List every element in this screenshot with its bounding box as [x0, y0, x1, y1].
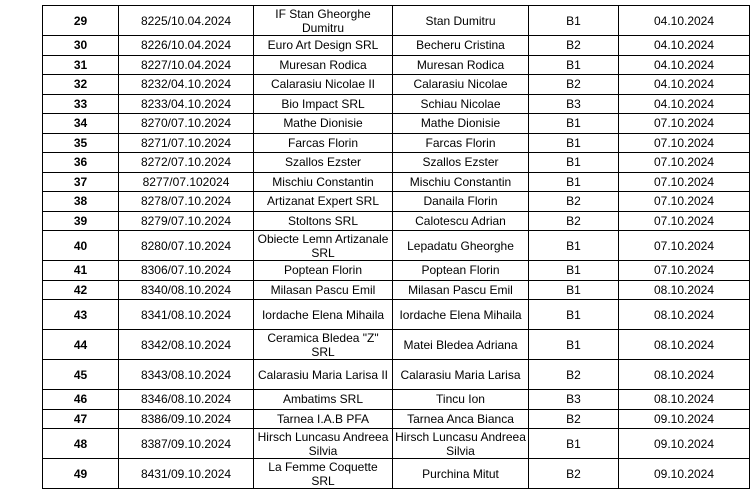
registration-number-cell: 8279/07.10.2024 [119, 211, 254, 231]
date-cell: 08.10.2024 [619, 280, 750, 300]
applicant-name-cell: Ambatims SRL [254, 390, 393, 410]
representative-cell: Becheru Cristina [393, 36, 529, 56]
table-row [43, 261, 750, 281]
row-number-cell: 34 [43, 114, 119, 134]
registration-number-cell: 8233/04.10.2024 [119, 94, 254, 114]
category-cell: B1 [529, 261, 619, 281]
row-number-cell: 36 [43, 153, 119, 173]
table-row [43, 280, 750, 300]
representative-cell: Muresan Rodica [393, 55, 529, 75]
table-row [43, 459, 750, 489]
representative-cell: Stan Dumitru [393, 6, 529, 36]
row-number-cell: 37 [43, 172, 119, 192]
table-row [43, 211, 750, 231]
table-row [43, 300, 750, 330]
applicant-name-cell: Iordache Elena Mihaila [254, 300, 393, 330]
category-cell: B1 [529, 429, 619, 459]
representative-cell: Matei Bledea Adriana [393, 330, 529, 360]
applicant-name-cell: Tarnea I.A.B PFA [254, 409, 393, 429]
category-cell: B3 [529, 390, 619, 410]
registration-number-cell: 8225/10.04.2024 [119, 6, 254, 36]
date-cell: 08.10.2024 [619, 300, 750, 330]
representative-cell: Milasan Pascu Emil [393, 280, 529, 300]
category-cell: B1 [529, 172, 619, 192]
table-row [43, 94, 750, 114]
date-cell: 04.10.2024 [619, 55, 750, 75]
representative-cell: Calarasiu Maria Larisa [393, 360, 529, 390]
registration-number-cell: 8278/07.10.2024 [119, 192, 254, 212]
applicant-name-cell: Poptean Florin [254, 261, 393, 281]
applicant-name-cell: Hirsch Luncasu Andreea Silvia [254, 429, 393, 459]
row-number-cell: 30 [43, 36, 119, 56]
applicant-name-cell: Ceramica Bledea "Z" SRL [254, 330, 393, 360]
row-number-cell: 33 [43, 94, 119, 114]
applicant-name-cell: Artizanat Expert SRL [254, 192, 393, 212]
category-cell: B1 [529, 133, 619, 153]
table-row [43, 429, 750, 459]
table-row [43, 409, 750, 429]
applicant-name-cell: Mathe Dionisie [254, 114, 393, 134]
date-cell: 07.10.2024 [619, 192, 750, 212]
registration-number-cell: 8306/07.10.2024 [119, 261, 254, 281]
date-cell: 09.10.2024 [619, 459, 750, 489]
registration-number-cell: 8271/07.10.2024 [119, 133, 254, 153]
date-cell: 08.10.2024 [619, 330, 750, 360]
applicant-name-cell: Muresan Rodica [254, 55, 393, 75]
date-cell: 07.10.2024 [619, 133, 750, 153]
category-cell: B1 [529, 231, 619, 261]
row-number-cell: 40 [43, 231, 119, 261]
table-row [43, 75, 750, 95]
date-cell: 07.10.2024 [619, 114, 750, 134]
table-row [43, 6, 750, 36]
row-number-cell: 46 [43, 390, 119, 410]
date-cell: 04.10.2024 [619, 75, 750, 95]
registration-number-cell: 8346/08.10.2024 [119, 390, 254, 410]
representative-cell: Danaila Florin [393, 192, 529, 212]
row-number-cell: 48 [43, 429, 119, 459]
table-row [43, 330, 750, 360]
table-row [43, 153, 750, 173]
row-number-cell: 45 [43, 360, 119, 390]
table-row [43, 360, 750, 390]
registration-number-cell: 8227/10.04.2024 [119, 55, 254, 75]
row-number-cell: 39 [43, 211, 119, 231]
registration-number-cell: 8277/07.102024 [119, 172, 254, 192]
date-cell: 04.10.2024 [619, 36, 750, 56]
table-row [43, 36, 750, 56]
table-row [43, 231, 750, 261]
category-cell: B2 [529, 459, 619, 489]
applicant-name-cell: Bio Impact SRL [254, 94, 393, 114]
category-cell: B2 [529, 360, 619, 390]
registration-number-cell: 8270/07.10.2024 [119, 114, 254, 134]
applicant-name-cell: Euro Art Design SRL [254, 36, 393, 56]
registration-number-cell: 8280/07.10.2024 [119, 231, 254, 261]
applicant-name-cell: Calarasiu Maria Larisa II [254, 360, 393, 390]
date-cell: 08.10.2024 [619, 360, 750, 390]
representative-cell: Farcas Florin [393, 133, 529, 153]
registry-table [42, 5, 750, 489]
representative-cell: Tincu Ion [393, 390, 529, 410]
registration-number-cell: 8343/08.10.2024 [119, 360, 254, 390]
date-cell: 07.10.2024 [619, 231, 750, 261]
row-number-cell: 35 [43, 133, 119, 153]
applicant-name-cell: Farcas Florin [254, 133, 393, 153]
date-cell: 07.10.2024 [619, 153, 750, 173]
representative-cell: Calarasiu Nicolae [393, 75, 529, 95]
representative-cell: Iordache Elena Mihaila [393, 300, 529, 330]
registration-number-cell: 8342/08.10.2024 [119, 330, 254, 360]
registration-number-cell: 8226/10.04.2024 [119, 36, 254, 56]
row-number-cell: 49 [43, 459, 119, 489]
applicant-name-cell: IF Stan Gheorghe Dumitru [254, 6, 393, 36]
row-number-cell: 32 [43, 75, 119, 95]
representative-cell: Mischiu Constantin [393, 172, 529, 192]
applicant-name-cell: Calarasiu Nicolae II [254, 75, 393, 95]
table-row [43, 55, 750, 75]
date-cell: 07.10.2024 [619, 172, 750, 192]
document-page [42, 5, 749, 489]
category-cell: B2 [529, 192, 619, 212]
category-cell: B1 [529, 55, 619, 75]
table-row [43, 133, 750, 153]
registration-number-cell: 8341/08.10.2024 [119, 300, 254, 330]
date-cell: 07.10.2024 [619, 211, 750, 231]
row-number-cell: 29 [43, 6, 119, 36]
row-number-cell: 38 [43, 192, 119, 212]
representative-cell: Mathe Dionisie [393, 114, 529, 134]
date-cell: 07.10.2024 [619, 261, 750, 281]
category-cell: B2 [529, 409, 619, 429]
row-number-cell: 47 [43, 409, 119, 429]
registration-number-cell: 8272/07.10.2024 [119, 153, 254, 173]
category-cell: B1 [529, 330, 619, 360]
representative-cell: Calotescu Adrian [393, 211, 529, 231]
category-cell: B2 [529, 211, 619, 231]
registration-number-cell: 8431/09.10.2024 [119, 459, 254, 489]
applicant-name-cell: Obiecte Lemn Artizanale SRL [254, 231, 393, 261]
representative-cell: Schiau Nicolae [393, 94, 529, 114]
registration-number-cell: 8386/09.10.2024 [119, 409, 254, 429]
date-cell: 08.10.2024 [619, 390, 750, 410]
date-cell: 04.10.2024 [619, 6, 750, 36]
table-row [43, 390, 750, 410]
table-body [43, 6, 750, 489]
applicant-name-cell: Szallos Ezster [254, 153, 393, 173]
representative-cell: Szallos Ezster [393, 153, 529, 173]
representative-cell: Purchina Mitut [393, 459, 529, 489]
date-cell: 09.10.2024 [619, 409, 750, 429]
category-cell: B3 [529, 94, 619, 114]
applicant-name-cell: Milasan Pascu Emil [254, 280, 393, 300]
date-cell: 09.10.2024 [619, 429, 750, 459]
representative-cell: Poptean Florin [393, 261, 529, 281]
row-number-cell: 44 [43, 330, 119, 360]
representative-cell: Tarnea Anca Bianca [393, 409, 529, 429]
date-cell: 04.10.2024 [619, 94, 750, 114]
row-number-cell: 43 [43, 300, 119, 330]
category-cell: B1 [529, 6, 619, 36]
representative-cell: Hirsch Luncasu Andreea Silvia [393, 429, 529, 459]
registration-number-cell: 8232/04.10.2024 [119, 75, 254, 95]
applicant-name-cell: Stoltons SRL [254, 211, 393, 231]
representative-cell: Lepadatu Gheorghe [393, 231, 529, 261]
row-number-cell: 41 [43, 261, 119, 281]
category-cell: B1 [529, 280, 619, 300]
applicant-name-cell: Mischiu Constantin [254, 172, 393, 192]
table-row [43, 172, 750, 192]
category-cell: B1 [529, 153, 619, 173]
registration-number-cell: 8340/08.10.2024 [119, 280, 254, 300]
category-cell: B2 [529, 75, 619, 95]
category-cell: B1 [529, 300, 619, 330]
table-row [43, 192, 750, 212]
registration-number-cell: 8387/09.10.2024 [119, 429, 254, 459]
row-number-cell: 42 [43, 280, 119, 300]
category-cell: B1 [529, 114, 619, 134]
row-number-cell: 31 [43, 55, 119, 75]
applicant-name-cell: La Femme Coquette SRL [254, 459, 393, 489]
category-cell: B2 [529, 36, 619, 56]
table-row [43, 114, 750, 134]
